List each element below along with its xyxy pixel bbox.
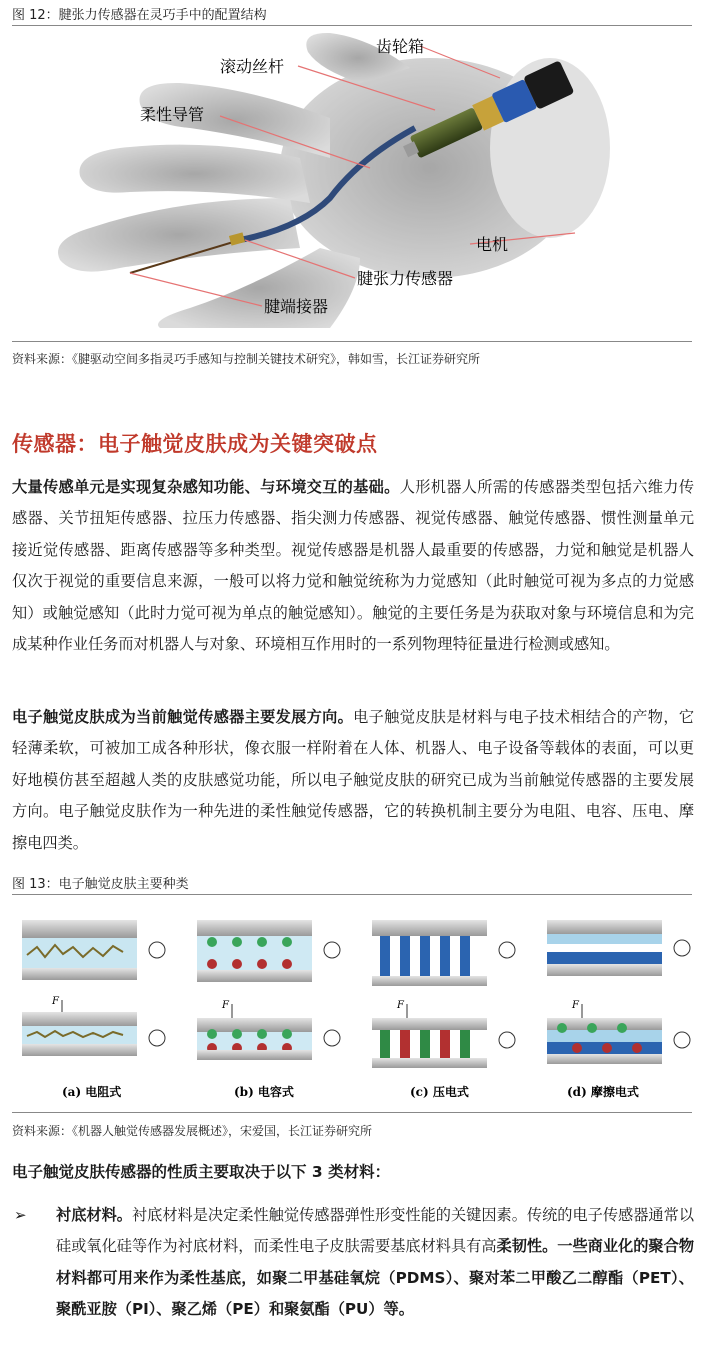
materials-heading: 电子触觉皮肤传感器的性质主要取决于以下 3 类材料：	[12, 1163, 391, 1181]
panel-piezoelectric	[372, 920, 515, 1068]
figure-13-bottom-rule	[12, 1112, 692, 1113]
electronic-skin-types-diagram	[12, 900, 692, 1110]
figure-12-top-rule	[12, 25, 692, 26]
figure-13-top-rule	[12, 894, 692, 895]
paragraph-electronic-skin-body: 电子触觉皮肤是材料与电子技术相结合的产物，它轻薄柔软，可被加工成各种形状，像衣服一样附着在人体、机器人、电子设备等载体的表面，可以更好地模仿甚至超越人类的皮肤感觉功能，所以电子触觉皮肤的研究已成为当前触觉传感器的主要发展方向。电子触觉皮肤作为一种先进的柔性触觉传感器，它的转换机制主要分为电阻、电容、压电、摩擦电四类。	[12, 708, 695, 852]
force-label-b: F	[222, 1000, 229, 1011]
bullet-icon: ➢	[14, 1206, 27, 1224]
paragraph-sensing-units-lead: 大量传感单元是实现复杂感知功能、与环境交互的基础。	[12, 478, 400, 496]
materials-item-substrate	[56, 1200, 694, 1326]
panel-caption-a: (a) 电阻式	[62, 1085, 122, 1099]
force-label-c: F	[397, 1000, 404, 1011]
panel-resistive	[22, 920, 165, 1056]
label-ballscrew: 滚动丝杆	[220, 57, 285, 76]
label-motor: 电机	[476, 235, 509, 254]
materials-item-substrate-bold: 柔韧性。一些商业化的聚合物材料都可用来作为柔性基底，如聚二甲基硅氧烷（PDMS）、聚对苯二甲酸乙二醇酯（PET）、聚酰亚胺（PI）、聚乙烯（PE）和聚氨酯（PU）等。	[56, 1237, 695, 1319]
figure-12-caption: 图 12：腱张力传感器在灵巧手中的配置结构	[12, 8, 267, 23]
figure-12-source: 资料来源：《腱驱动空间多指灵巧手感知与控制关键技术研究》，韩如雪，长江证券研究所	[12, 352, 481, 366]
paragraph-electronic-skin	[12, 702, 694, 859]
panel-caption-c: (c) 压电式	[410, 1085, 469, 1099]
paragraph-sensing-units-body: 人形机器人所需的传感器类型包括六维力传感器、关节扭矩传感器、拉压力传感器、指尖测力传感器、视觉传感器、触觉传感器、惯性测量单元接近觉传感器、距离传感器等多种类型。视觉传感器是机器人最重要的传感器，力觉和触觉是机器人仅次于视觉的重要信息来源，一般可以将力觉和触觉统称为力觉感知（此时触觉可视为多点的力觉感知）或触觉感知（此时力觉可视为单点的触觉感知）。触觉的主要任务是为获取对象与环境信息和为完成某种作业任务而对机器人与对象、环境相互作用时的一系列物理特征量进行检测或感知。	[12, 478, 695, 654]
materials-item-substrate-body: 衬底材料是决定柔性触觉传感器弹性形变性能的关键因素。传统的电子传感器通常以硅或氧化硅等作为衬底材料，而柔性电子皮肤需要基底材料具有高	[56, 1206, 695, 1256]
panel-caption-b: (b) 电容式	[234, 1085, 294, 1099]
force-label-d: F	[572, 1000, 579, 1011]
panel-caption-d: (d) 摩擦电式	[567, 1085, 639, 1099]
figure-13-source: 资料来源：《机器人触觉传感器发展概述》，宋爱国，长江证券研究所	[12, 1124, 373, 1138]
panel-capacitive	[197, 920, 340, 1060]
materials-item-substrate-lead: 衬底材料。	[56, 1206, 132, 1224]
figure-13-caption: 图 13：电子触觉皮肤主要种类	[12, 877, 189, 892]
label-connector: 腱端接器	[264, 297, 329, 316]
figure-12-bottom-rule	[12, 341, 692, 342]
panel-triboelectric	[547, 920, 690, 1064]
label-gearbox: 齿轮箱	[376, 37, 425, 56]
label-flexible-tube: 柔性导管	[140, 105, 205, 124]
force-label-a: F	[52, 996, 59, 1007]
section-title: 传感器：电子触觉皮肤成为关键突破点	[12, 432, 378, 456]
paragraph-electronic-skin-lead: 电子触觉皮肤成为当前触觉传感器主要发展方向。	[12, 708, 354, 726]
paragraph-sensing-units	[12, 472, 694, 660]
label-tendon-sensor: 腱张力传感器	[357, 269, 454, 288]
tendon-sensor-hand-image	[30, 28, 630, 328]
